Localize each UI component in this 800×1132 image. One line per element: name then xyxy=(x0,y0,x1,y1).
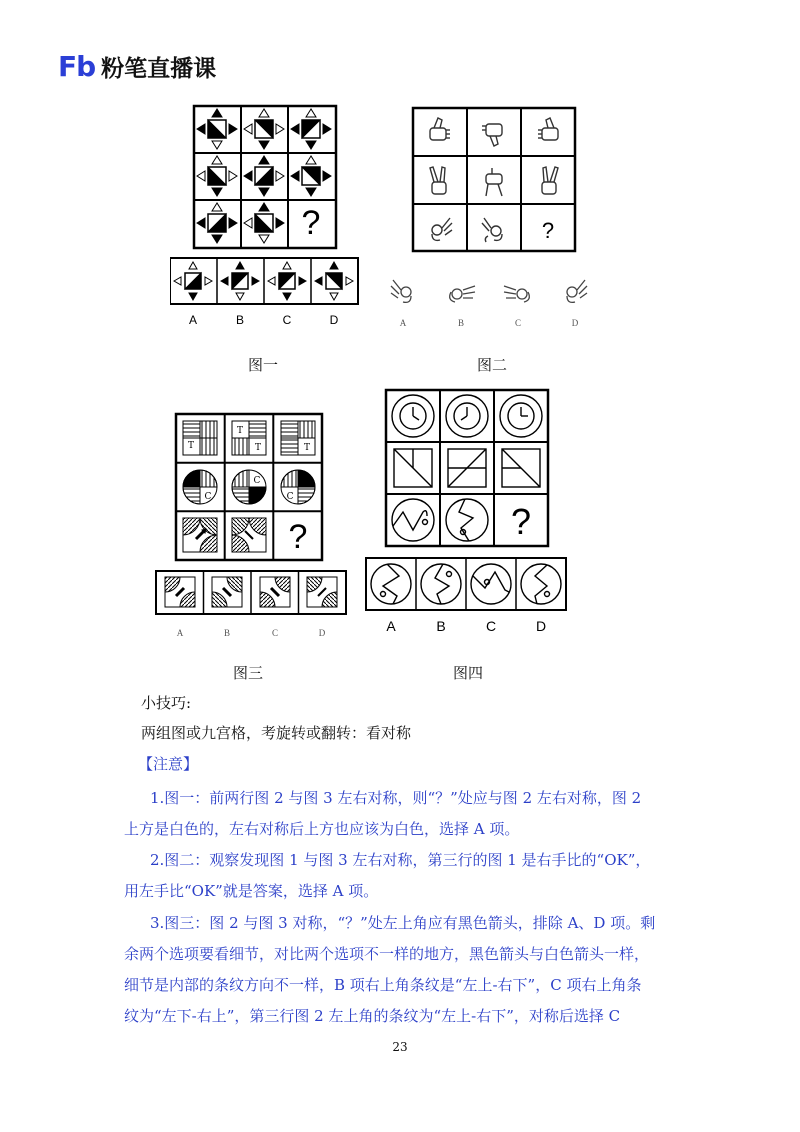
brand-logo: Fb xyxy=(58,50,96,83)
figure-4 xyxy=(362,388,582,638)
figure-2-question-mark: ? xyxy=(541,218,555,243)
figure-4-question-mark: ? xyxy=(510,501,532,542)
figure-1-option-c: C xyxy=(282,313,292,327)
tips-content: 两组图或九宫格，考旋转或翻转：看对称 xyxy=(141,724,412,742)
figure-3-options xyxy=(156,571,346,614)
figure-3 xyxy=(152,408,352,653)
figure-1-caption: 图一 xyxy=(248,356,279,374)
figure-2-option-hands xyxy=(391,280,587,302)
svg-text:C: C xyxy=(204,492,212,502)
svg-text:C: C xyxy=(253,476,261,486)
header xyxy=(58,50,216,83)
figure-4-option-b: B xyxy=(436,618,446,634)
note-line-2: 上方是白色的，左右对称后上方也应该为白色，选择 A 项。 xyxy=(124,820,520,838)
figure-3-option-a: A xyxy=(176,628,184,638)
figure-1-option-b: B xyxy=(235,313,245,327)
figure-4-option-d: D xyxy=(535,618,547,634)
figure-1-option-a: A xyxy=(188,313,198,327)
svg-text:T: T xyxy=(303,443,311,453)
figure-3-option-b: B xyxy=(223,628,231,638)
note-line-6: 余两个选项要看细节，对比两个选项不一样的地方，黑色箭头与白色箭头一样， xyxy=(124,945,650,963)
note-line-3: 2.图二：观察发现图 1 与图 3 左右对称，第三行的图 1 是右手比的“OK”， xyxy=(150,851,651,869)
svg-text:C: C xyxy=(286,492,294,502)
note-title: 【注意】 xyxy=(138,755,199,773)
note-line-5: 3.图三：图 2 与图 3 对称，“？”处左上角应有黑色箭头，排除 A、D 项。剩 xyxy=(150,914,656,932)
tips-title: 小技巧: xyxy=(141,694,192,712)
note-line-8: 纹为“左下-右上”，第三行图 2 左上角的条纹为“左上-右下”，对称后选择 C xyxy=(124,1007,621,1025)
figure-2-option-c: C xyxy=(514,318,522,328)
figure-2-option-b: B xyxy=(457,318,465,328)
figure-1-options xyxy=(170,258,358,304)
figure-2-caption: 图二 xyxy=(477,356,508,374)
figure-3-question-mark: ? xyxy=(288,518,308,556)
note-line-1: 1.图一：前两行图 2 与图 3 左右对称，则“？”处应与图 2 左右对称，图 2 xyxy=(150,789,642,807)
figure-4-option-c: C xyxy=(485,618,497,634)
note-line-7: 细节是内部的条纹方向不一样，B 项右上角条纹是“左上-右下”，C 项右上角条 xyxy=(124,976,642,994)
figure-1 xyxy=(170,100,370,330)
figure-4-option-a: A xyxy=(386,618,396,634)
svg-text:T: T xyxy=(187,441,195,451)
figure-3-option-c: C xyxy=(271,628,279,638)
figure-2-option-d: D xyxy=(571,318,579,328)
svg-text:T: T xyxy=(254,443,262,453)
figure-3-caption: 图三 xyxy=(233,664,264,682)
figure-3-option-d: D xyxy=(318,628,326,638)
page-number: 23 xyxy=(392,1040,408,1054)
figure-2-option-a: A xyxy=(399,318,407,328)
figure-4-caption: 图四 xyxy=(453,664,484,682)
note-line-4: 用左手比“OK”就是答案，选择 A 项。 xyxy=(124,882,379,900)
figure-1-option-d: D xyxy=(329,313,339,327)
brand-name: 粉笔直播课 xyxy=(101,56,217,82)
svg-text:T: T xyxy=(236,426,244,436)
figure-4-options xyxy=(366,558,566,610)
figure-1-question-mark: ? xyxy=(301,204,321,242)
figure-2 xyxy=(375,100,605,335)
